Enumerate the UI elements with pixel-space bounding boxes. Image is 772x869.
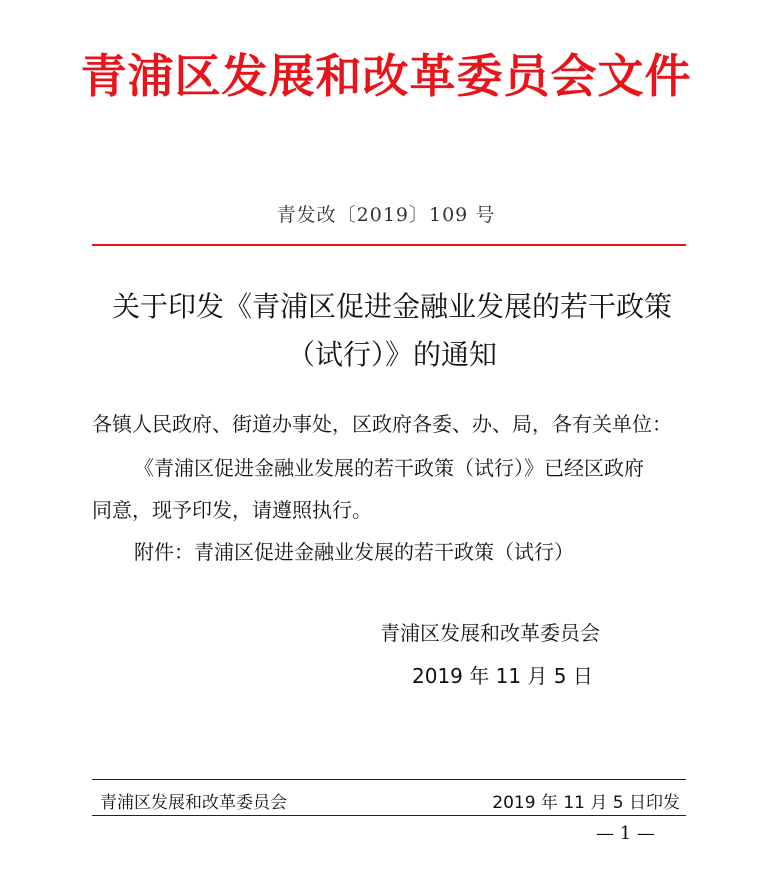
body-paragraph-line-2: 同意，现予印发，请遵照执行。 <box>92 498 372 522</box>
page-number: — 1 — <box>596 823 655 844</box>
footer-bottom-rule <box>92 815 686 816</box>
addressee-line: 各镇人民政府、街道办事处，区政府各委、办、局，各有关单位： <box>92 412 672 436</box>
document-number: 青发改〔2019〕109 号 <box>276 204 496 226</box>
notice-title-line-2: （试行）》的通知 <box>286 338 497 371</box>
footer-top-rule <box>92 779 686 780</box>
footer-issue-date: 2019 年 11 月 5 日印发 <box>492 793 680 813</box>
signature-date: 2019 年 11 月 5 日 <box>412 664 593 688</box>
footer-issuer: 青浦区发展和改革委员会 <box>100 793 287 813</box>
notice-title <box>92 283 692 379</box>
attachment-line: 附件：青浦区促进金融业发展的若干政策（试行） <box>134 540 574 564</box>
document-header-title: 青浦区发展和改革委员会文件 <box>80 49 692 103</box>
body-paragraph-line-1: 《青浦区促进金融业发展的若干政策（试行）》已经区政府 <box>134 456 644 480</box>
signature-organization: 青浦区发展和改革委员会 <box>380 621 600 645</box>
header-red-divider <box>92 244 686 246</box>
notice-title-line-1: 关于印发《青浦区促进金融业发展的若干政策 <box>111 290 672 323</box>
